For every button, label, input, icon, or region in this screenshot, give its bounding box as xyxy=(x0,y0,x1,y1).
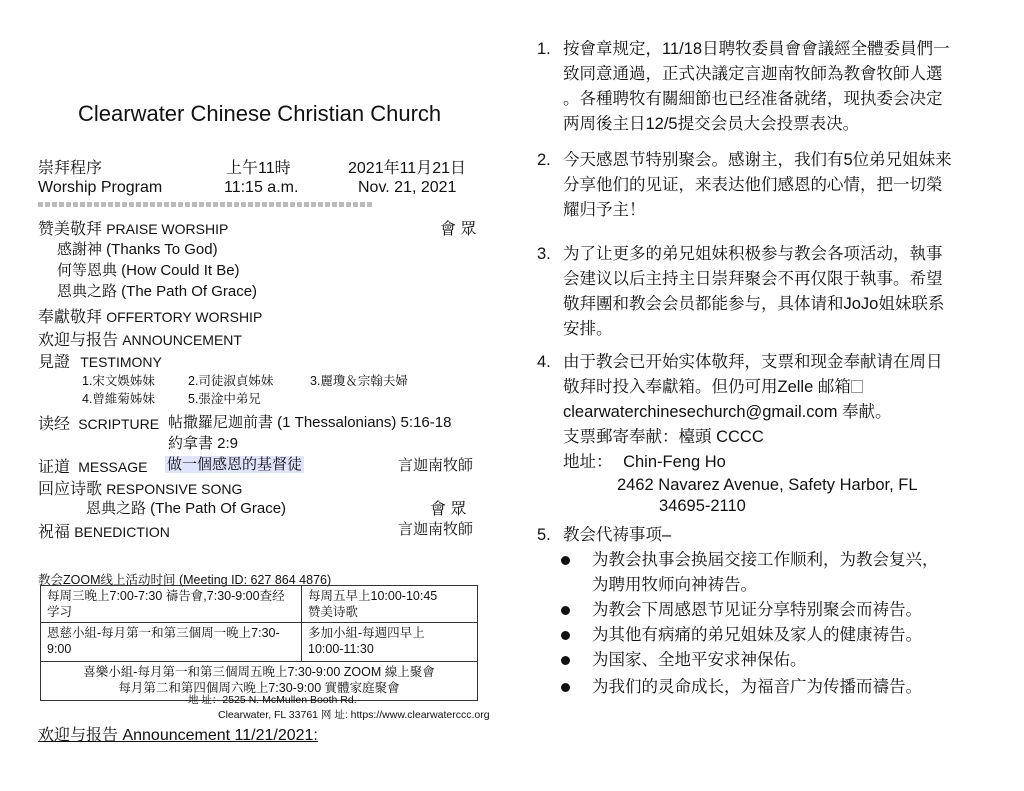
item-number: 3. xyxy=(537,245,551,263)
address-label: 地址： xyxy=(563,453,613,471)
bullet-icon xyxy=(561,556,570,565)
program-date-cn: 2021年11月21日 xyxy=(348,160,467,177)
program-time-cn: 上午11時 xyxy=(226,160,291,177)
text-line: 敬拜團和教会会员都能参与，具体请和JoJo姐妹联系 xyxy=(563,295,945,313)
testimony-person-1: 1.宋文娛姊妹 xyxy=(82,374,155,388)
testimony-person-2: 2.司徒淑貞姊妹 xyxy=(188,374,274,388)
responsive-en: RESPONSIVE SONG xyxy=(106,481,243,497)
prayer-item xyxy=(537,598,1007,623)
praise-en: PRAISE WORSHIP xyxy=(106,221,229,237)
church-address-line1: 地 址：2525 N. McMullen Booth Rd. xyxy=(188,694,357,706)
announcement-item-5 xyxy=(537,523,1007,703)
bullet-icon xyxy=(561,631,570,640)
church-address-line2: Clearwater, FL 33761 网 址: https://www.clearwaterccc.org xyxy=(218,709,490,721)
praise-leader: 會 眾 xyxy=(440,221,477,238)
text-line: 会建议以后主持主日崇拜聚会不再仅限于執事。希望 xyxy=(563,270,943,288)
responsive-row xyxy=(38,476,242,499)
text-line: 由于教会已开始实体敬拜，支票和现金奉献请在周日 xyxy=(563,353,943,371)
zoom-mercy-text: 恩慈小組-每月第一和第三個周一晚上7:30-9:00 xyxy=(47,626,280,656)
testimony-cn: 見證 xyxy=(38,354,71,371)
item-text xyxy=(563,37,1003,137)
prayer-text: 为我们的灵命成长，为福音广为传播而禱告。 xyxy=(592,678,922,696)
announcement-title: 欢迎与报告 Announcement 11/21/2021: xyxy=(38,727,318,744)
prayer-item xyxy=(537,623,1007,648)
song-2: 何等恩典 (How Could It Be) xyxy=(57,262,240,279)
message-title-text: 做一個感恩的基督徒 xyxy=(167,456,303,473)
announcement-row xyxy=(38,327,242,350)
praise-cn: 赞美敬拜 xyxy=(38,221,103,238)
prayer-text: 为聘用牧师向神祷告。 xyxy=(592,576,757,594)
prayer-item xyxy=(537,648,1007,673)
announcement-en: ANNOUNCEMENT xyxy=(122,332,242,348)
dotted-divider xyxy=(38,201,373,209)
table-cell xyxy=(302,586,478,623)
testimony-row xyxy=(38,349,162,372)
zoom-fri-text: 每周五早上10:00-10:45 xyxy=(308,589,438,603)
scripture-cn: 读经 xyxy=(38,416,71,433)
program-date-en: Nov. 21, 2021 xyxy=(358,179,457,196)
scripture-ref-2: 約拿書 2:9 xyxy=(168,435,239,452)
item-text xyxy=(563,148,1003,223)
message-title xyxy=(165,453,304,474)
benediction-en: BENEDICTION xyxy=(74,524,170,540)
song-3: 恩典之路 (The Path Of Grace) xyxy=(57,283,258,300)
table-cell xyxy=(41,623,302,662)
prayer-text: 为教会下周感恩节见证分享特别聚会而祷告。 xyxy=(592,601,922,619)
zelle-email: clearwaterchinesechurch@gmail.com 奉献。 xyxy=(563,403,892,421)
table-row xyxy=(41,586,478,623)
text-line: 耀归予主！ xyxy=(563,201,646,219)
message-en: MESSAGE xyxy=(78,459,148,475)
address-name: Chin-Feng Ho xyxy=(623,453,726,471)
prayer-item xyxy=(537,675,1007,700)
mail-address xyxy=(563,450,1003,475)
announcement-item-3 xyxy=(537,242,1007,342)
benediction-row xyxy=(38,519,170,542)
text-line: 安排。 xyxy=(563,320,613,338)
scripture-en: SCRIPTURE xyxy=(78,416,160,432)
check-payee: 支票郵寄奉献：檯頭 CCCC xyxy=(563,428,764,446)
song-1: 感謝神 (Thanks To God) xyxy=(57,241,218,258)
table-cell xyxy=(302,623,478,662)
offertory-en: OFFERTORY WORSHIP xyxy=(106,309,263,325)
prayer-item-continued xyxy=(537,573,1007,598)
zoom-wed-text: 每周三晚上7:00-7:30 禱告會,7:30-9:00查经学习 xyxy=(47,589,285,619)
bullet-icon xyxy=(561,656,570,665)
address-street: 2462 Navarez Avenue, Safety Harbor, FL xyxy=(617,476,918,494)
table-row xyxy=(41,623,478,662)
table-cell xyxy=(41,586,302,623)
church-name: Clearwater Chinese Christian Church xyxy=(78,101,442,126)
zoom-joy-text-2: 每月第二和第四個周六晚上7:30-9:00 實體家庭聚會 xyxy=(118,681,400,695)
testimony-person-5: 5.張淦中弟兄 xyxy=(188,392,261,406)
text-line: 致同意通過，正式决議定言迦南牧師為教會牧師人選 xyxy=(563,65,943,83)
text-line: 两周後主日12/5提交会员大会投票表决。 xyxy=(563,115,860,133)
prayer-text: 为教会执事会换屆交接工作顺利，为教会复兴， xyxy=(592,551,939,569)
zoom-schedule-table xyxy=(40,585,478,701)
responsive-cn: 回应诗歌 xyxy=(38,481,103,498)
item-number: 2. xyxy=(537,151,551,169)
zoom-heading: 教会ZOOM线上活动时间 (Meeting ID: 627 864 4876) xyxy=(38,573,332,587)
announcement-item-1 xyxy=(537,37,1007,137)
prayer-title: 教会代祷事项– xyxy=(563,526,672,544)
testimony-person-3: 3.麗瓊＆宗翰夫婦 xyxy=(310,374,408,388)
zoom-fri-sub: 赞美诗歌 xyxy=(308,605,359,619)
announcement-item-4 xyxy=(537,350,1007,520)
offertory-cn: 奉獻敬拜 xyxy=(38,309,103,326)
item-number: 4. xyxy=(537,353,551,371)
zoom-dorcas-text: 多加小組-每週四早上 xyxy=(308,626,425,640)
address-zip: 34695-2110 xyxy=(659,497,746,515)
text-line: 分享他们的见证，来表达他们感恩的心情，把一切榮 xyxy=(563,176,943,194)
announcement-cn: 欢迎与报告 xyxy=(38,332,119,349)
text-segment: 敬拜时投入奉獻箱。但仍可用Zelle 邮箱 xyxy=(563,378,851,396)
bullet-icon xyxy=(561,606,570,615)
text-line: 为了让更多的弟兄姐妹积极参与教会各项活动，執事 xyxy=(563,245,943,263)
zoom-dorcas-time: 10:00-11:30 xyxy=(308,642,374,656)
message-speaker: 言迦南牧師 xyxy=(398,457,474,474)
benediction-cn: 祝福 xyxy=(38,524,71,541)
praise-row xyxy=(38,216,228,239)
item-number: 1. xyxy=(537,40,551,58)
scripture-ref-1: 帖撒羅尼迦前書 (1 Thessalonians) 5:16-18 xyxy=(168,414,452,431)
responsive-leader: 會 眾 xyxy=(430,501,467,518)
item-text xyxy=(563,350,1003,517)
benediction-speaker: 言迦南牧師 xyxy=(398,521,474,538)
program-label-cn: 崇拜程序 xyxy=(38,160,103,177)
item-text xyxy=(563,242,1003,342)
prayer-item xyxy=(537,548,1007,573)
program-time-en: 11:15 a.m. xyxy=(224,179,299,196)
zoom-joy-text-1: 喜樂小組-每月第一和第三個周五晚上7:30-9:00 ZOOM 線上聚會 xyxy=(83,665,435,679)
placeholder-box-icon xyxy=(851,380,863,393)
text-line: 今天感恩节特别聚会。感谢主，我们有5位弟兄姐妹来 xyxy=(563,151,952,169)
announcement-item-2 xyxy=(537,148,1007,223)
testimony-person-4: 4.曾維菊姊妹 xyxy=(82,392,155,406)
message-row xyxy=(38,454,147,477)
text-line xyxy=(563,375,1003,400)
responsive-song: 恩典之路 (The Path Of Grace) xyxy=(86,500,287,517)
prayer-text: 为国家、全地平安求神保佑。 xyxy=(592,651,807,669)
scripture-row xyxy=(38,411,159,434)
text-line: 按會章规定，11/18日聘牧委員會會議經全體委員們一 xyxy=(563,40,950,58)
message-cn: 证道 xyxy=(38,459,71,476)
bullet-icon xyxy=(561,683,570,692)
prayer-text: 为其他有病痛的弟兄姐妹及家人的健康祷告。 xyxy=(592,626,922,644)
testimony-en: TESTIMONY xyxy=(80,354,162,370)
item-number: 5. xyxy=(537,526,551,544)
text-line: 。各種聘牧有關細節也已经准备就绪，现执委会决定 xyxy=(563,90,943,108)
offertory-row xyxy=(38,304,262,327)
program-label-en: Worship Program xyxy=(38,179,163,196)
